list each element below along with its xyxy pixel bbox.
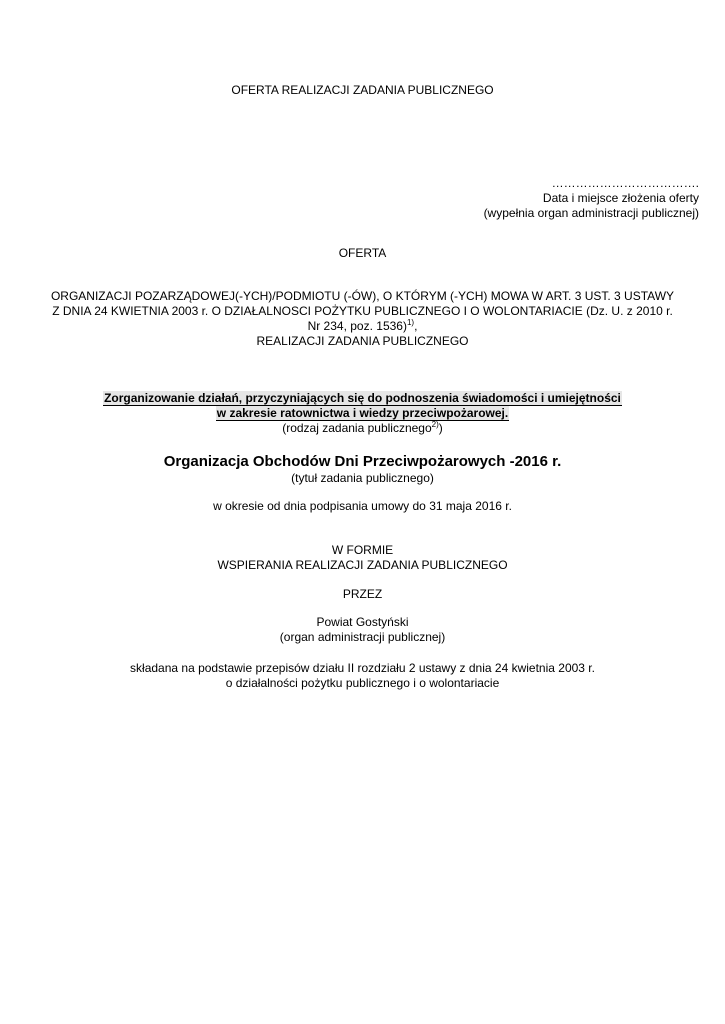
organization-line-3-tail: , — [414, 319, 418, 333]
footnote-2: 2) — [431, 420, 439, 429]
offer-heading-block — [0, 246, 725, 261]
document-header — [0, 83, 725, 98]
task-type-caption — [0, 421, 725, 436]
organization-line-2: Z DNIA 24 KWIETNIA 2003 r. O DZIAŁALNOSCI POŻYTKU PUBLICZNEGO I O WOLONTARIACIE (Dz. U. z 2010 r. — [52, 304, 673, 318]
organization-line-4: REALIZACJI ZADANIA PUBLICZNEGO — [256, 334, 469, 348]
footnote-1: 1) — [406, 318, 415, 327]
authority-caption: (organ administracji publicznej) — [279, 630, 446, 644]
authority-block — [0, 615, 725, 645]
organization-block — [0, 289, 725, 349]
legal-basis-block — [0, 661, 725, 691]
task-type-line-2: w zakresie ratownictwa i wiedzy przeciwpożarowej. — [216, 406, 509, 420]
via-text: PRZEZ — [342, 587, 383, 601]
organization-line-1: ORGANIZACJI POZARZĄDOWEJ(-YCH)/PODMIOTU (-ÓW), O KTÓRYM (-YCH) MOWA W ART. 3 UST. 3 USTAWY — [50, 289, 675, 303]
form-block — [0, 543, 725, 573]
submission-note: (wypełnia organ administracji publicznej) — [483, 206, 699, 220]
task-title-caption: (tytuł zadania publicznego) — [291, 471, 434, 485]
submission-dots: ………………………………. — [551, 176, 699, 190]
period-block — [0, 499, 725, 514]
task-title-block — [0, 453, 725, 486]
form-line-1: W FORMIE — [331, 543, 394, 557]
task-type-caption-text: (rodzaj zadania publicznego — [282, 421, 432, 435]
period-text: w okresie od dnia podpisania umowy do 31 maja 2016 r. — [213, 499, 512, 513]
task-title: Organizacja Obchodów Dni Przeciwpożarowych -2016 r. — [163, 453, 562, 470]
legal-basis-line-2: o działalności pożytku publicznego i o wolontariacie — [225, 676, 500, 690]
submission-label: Data i miejsce złożenia oferty — [542, 191, 699, 205]
task-type-line-1: Zorganizowanie działań, przyczyniających się do podnoszenia świadomości i umiejętności — [104, 391, 621, 405]
organization-line-3-text: Nr 234, poz. 1536) — [307, 319, 407, 333]
organization-line-3 — [0, 319, 725, 334]
form-line-2: WSPIERANIA REALIZACJI ZADANIA PUBLICZNEGO — [217, 558, 508, 572]
task-type-block — [0, 391, 725, 436]
submission-block — [484, 176, 699, 221]
offer-heading: OFERTA — [338, 246, 387, 260]
via-block — [0, 587, 725, 602]
task-type-caption-tail: ) — [438, 421, 443, 435]
legal-basis-line-1: składana na podstawie przepisów działu II rozdziału 2 ustawy z dnia 24 kwietnia 2003 r. — [130, 661, 595, 675]
header-title: OFERTA REALIZACJI ZADANIA PUBLICZNEGO — [231, 83, 494, 97]
authority-name: Powiat Gostyński — [316, 615, 409, 629]
